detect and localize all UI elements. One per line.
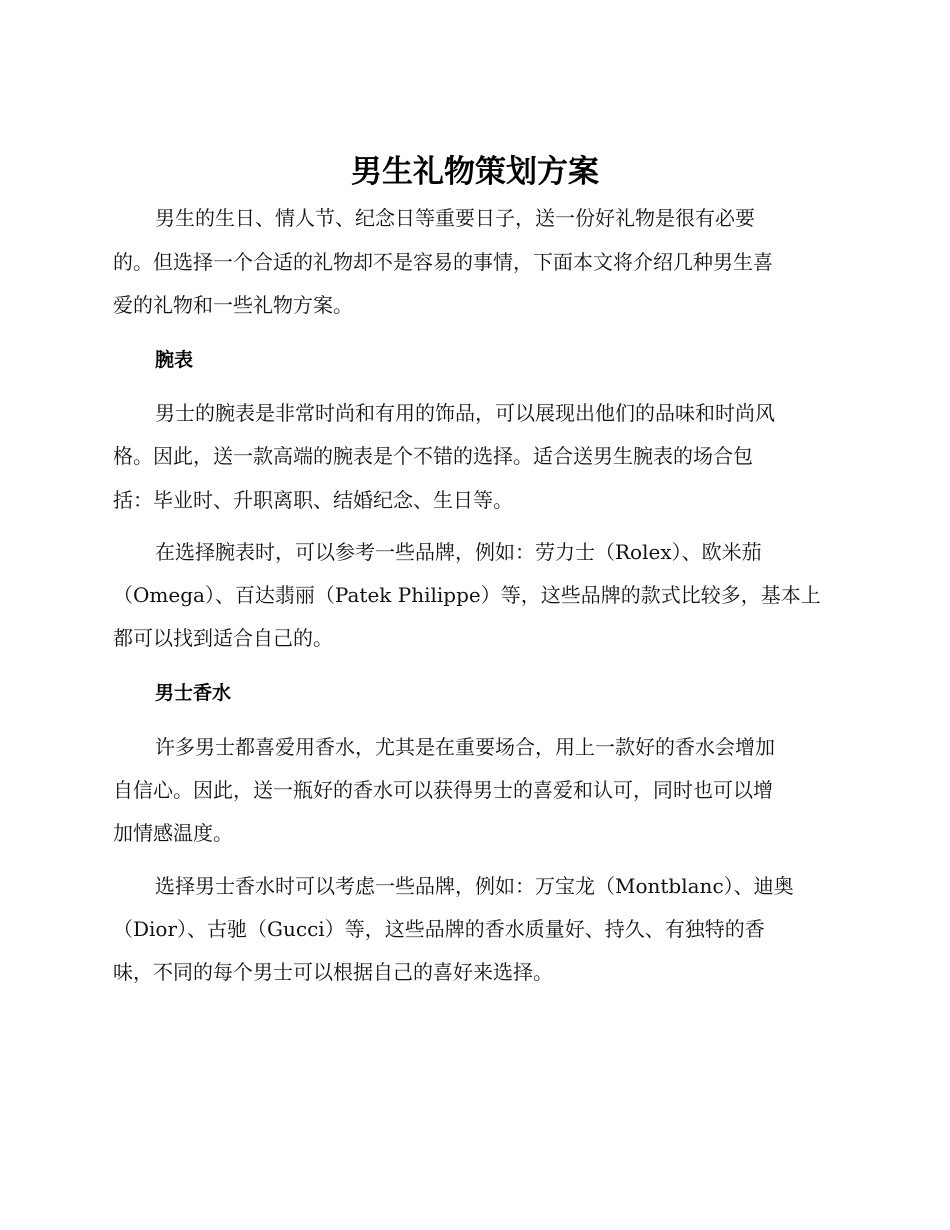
page-title: 男生礼物策划方案 [351, 154, 599, 190]
text-line: 格。因此，送一款高端的腕表是个不错的选择。适合送男生腕表的场合包 [113, 444, 753, 468]
text-line: 的。但选择一个合适的礼物却不是容易的事情，下面本文将介绍几种男生喜 [113, 250, 773, 274]
text-line: 选择男士香水时可以考虑一些品牌，例如：万宝龙（Montblanc）、迪奥 [155, 874, 794, 898]
text-line: 都可以找到适合自己的。 [113, 626, 333, 650]
text-line: 加情感温度。 [113, 821, 233, 845]
text-line: 括：毕业时、升职离职、结婚纪念、生日等。 [113, 488, 513, 512]
text-line: 自信心。因此，送一瓶好的香水可以获得男士的喜爱和认可，同时也可以增 [113, 778, 773, 802]
text-line: 味，不同的每个男士可以根据自己的喜好来选择。 [113, 960, 553, 984]
section-heading-perfume: 男士香水 [155, 682, 232, 704]
text-line: 许多男士都喜爱用香水，尤其是在重要场合，用上一款好的香水会增加 [155, 735, 775, 759]
section-heading-watch: 腕表 [155, 349, 194, 371]
text-line: 在选择腕表时，可以参考一些品牌，例如：劳力士（Rolex）、欧米茄 [155, 540, 762, 564]
text-line: （Dior）、古驰（Gucci）等，这些品牌的香水质量好、持久、有独特的香 [113, 917, 765, 941]
text-line: 男生的生日、情人节、纪念日等重要日子，送一份好礼物是很有必要 [155, 206, 755, 230]
text-line: 男士的腕表是非常时尚和有用的饰品，可以展现出他们的品味和时尚风 [155, 401, 775, 425]
text-line: 爱的礼物和一些礼物方案。 [113, 293, 353, 317]
text-line: （Omega）、百达翡丽（Patek Philippe）等，这些品牌的款式比较多，基本上 [113, 583, 821, 607]
